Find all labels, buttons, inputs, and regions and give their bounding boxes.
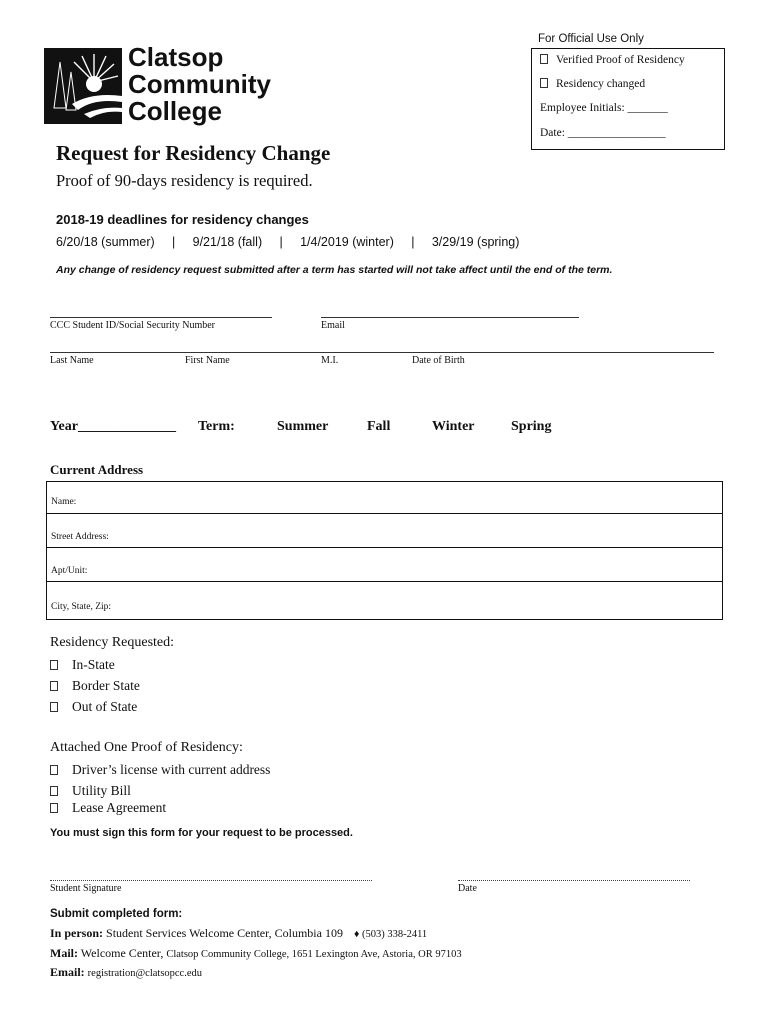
email-input-line[interactable] [321,317,579,318]
term-winter[interactable]: Winter [432,419,475,434]
verified-proof-row [540,54,685,66]
out-of-state-checkbox[interactable] [50,702,58,712]
in-state-label: In-State [72,657,115,672]
proof-option [50,783,131,799]
page-subtitle: Proof of 90-days residency is required. [56,171,313,190]
phone-number: ♦ (503) 338-2411 [353,929,428,940]
lease-agreement-checkbox[interactable] [50,803,58,813]
college-logo-icon [44,48,122,124]
dob-label: Date of Birth [412,355,465,366]
proof-option [50,762,270,778]
proof-option [50,800,166,816]
border-state-label: Border State [72,678,140,693]
mail-label: Mail: [50,946,78,960]
verified-label: Verified Proof of Residency [556,54,685,66]
mail-line [50,946,462,961]
address-name-field[interactable]: Name: [51,497,77,507]
residency-changed-label: Residency changed [556,78,646,90]
drivers-license-checkbox[interactable] [50,765,58,775]
student-id-label: CCC Student ID/Social Security Number [50,320,215,331]
border-state-checkbox[interactable] [50,681,58,691]
year-field[interactable]: Year______________ [50,419,176,434]
signature-date-line[interactable] [458,880,690,881]
address-divider [47,513,722,514]
page-title: Request for Residency Change [56,141,331,165]
out-of-state-label: Out of State [72,699,138,714]
email-link[interactable]: registration@clatsopcc.edu [87,968,203,979]
logo-line-1: Clatsop [128,42,224,72]
in-person-value: Student Services Welcome Center, Columbia 109 [106,926,343,940]
term-spring[interactable]: Spring [511,419,552,434]
deadlines-dates: 6/20/18 (summer) | 9/21/18 (fall) | 1/4/2019 (winter) | 3/29/19 (spring) [56,235,520,249]
address-divider [47,547,722,548]
email-line [50,965,202,980]
current-address-heading: Current Address [50,462,144,477]
residency-option [50,657,115,673]
mail-value-a: Welcome Center, [80,946,164,960]
address-divider [47,581,722,582]
student-signature-label: Student Signature [50,883,122,894]
residency-option [50,678,140,694]
utility-bill-checkbox[interactable] [50,786,58,796]
deadlines-heading: 2018-19 deadlines for residency changes [56,212,309,227]
residency-changed-checkbox[interactable] [540,78,548,88]
deadline-note: Any change of residency request submitted after a term has started will not take affect until the end of the term. [56,264,613,276]
email-label: Email [321,320,345,331]
logo-line-2: Community [128,69,271,99]
submit-heading: Submit completed form: [50,908,183,920]
student-signature-line[interactable] [50,880,372,881]
in-state-checkbox[interactable] [50,660,58,670]
in-person-label: In person: [50,926,104,940]
logo-line-3: College [128,96,222,126]
term-summer[interactable]: Summer [277,419,329,434]
student-id-input-line[interactable] [50,317,272,318]
address-apt-field[interactable]: Apt/Unit: [51,566,88,576]
address-table [46,481,723,620]
term-fall[interactable]: Fall [367,419,391,434]
signature-date-label: Date [458,883,477,894]
employee-initials-field[interactable]: Employee Initials: _______ [540,102,668,114]
address-city-field[interactable]: City, State, Zip: [51,602,112,612]
lease-agreement-label: Lease Agreement [72,800,167,815]
name-dob-input-line[interactable] [50,352,714,353]
mi-label: M.I. [321,355,339,366]
proof-heading: Attached One Proof of Residency: [50,740,243,755]
mail-value-b: Clatsop Community College, 1651 Lexington Ave, Astoria, OR 97103 [166,949,462,960]
term-label: Term: [198,419,235,434]
official-use-label: For Official Use Only [538,33,644,45]
last-name-label: Last Name [50,355,94,366]
college-logo-text [128,44,271,125]
official-date-field[interactable]: Date: _________________ [540,127,666,139]
official-use-box [531,48,725,150]
in-person-line [50,926,427,941]
residency-option [50,699,137,715]
verified-checkbox[interactable] [540,54,548,64]
drivers-license-label: Driver’s license with current address [72,762,271,777]
first-name-label: First Name [185,355,230,366]
sign-note: You must sign this form for your request to be processed. [50,827,353,839]
address-street-field[interactable]: Street Address: [51,532,109,542]
residency-changed-row [540,78,645,90]
utility-bill-label: Utility Bill [72,783,131,798]
residency-heading: Residency Requested: [50,635,175,650]
email-contact-label: Email: [50,965,85,979]
